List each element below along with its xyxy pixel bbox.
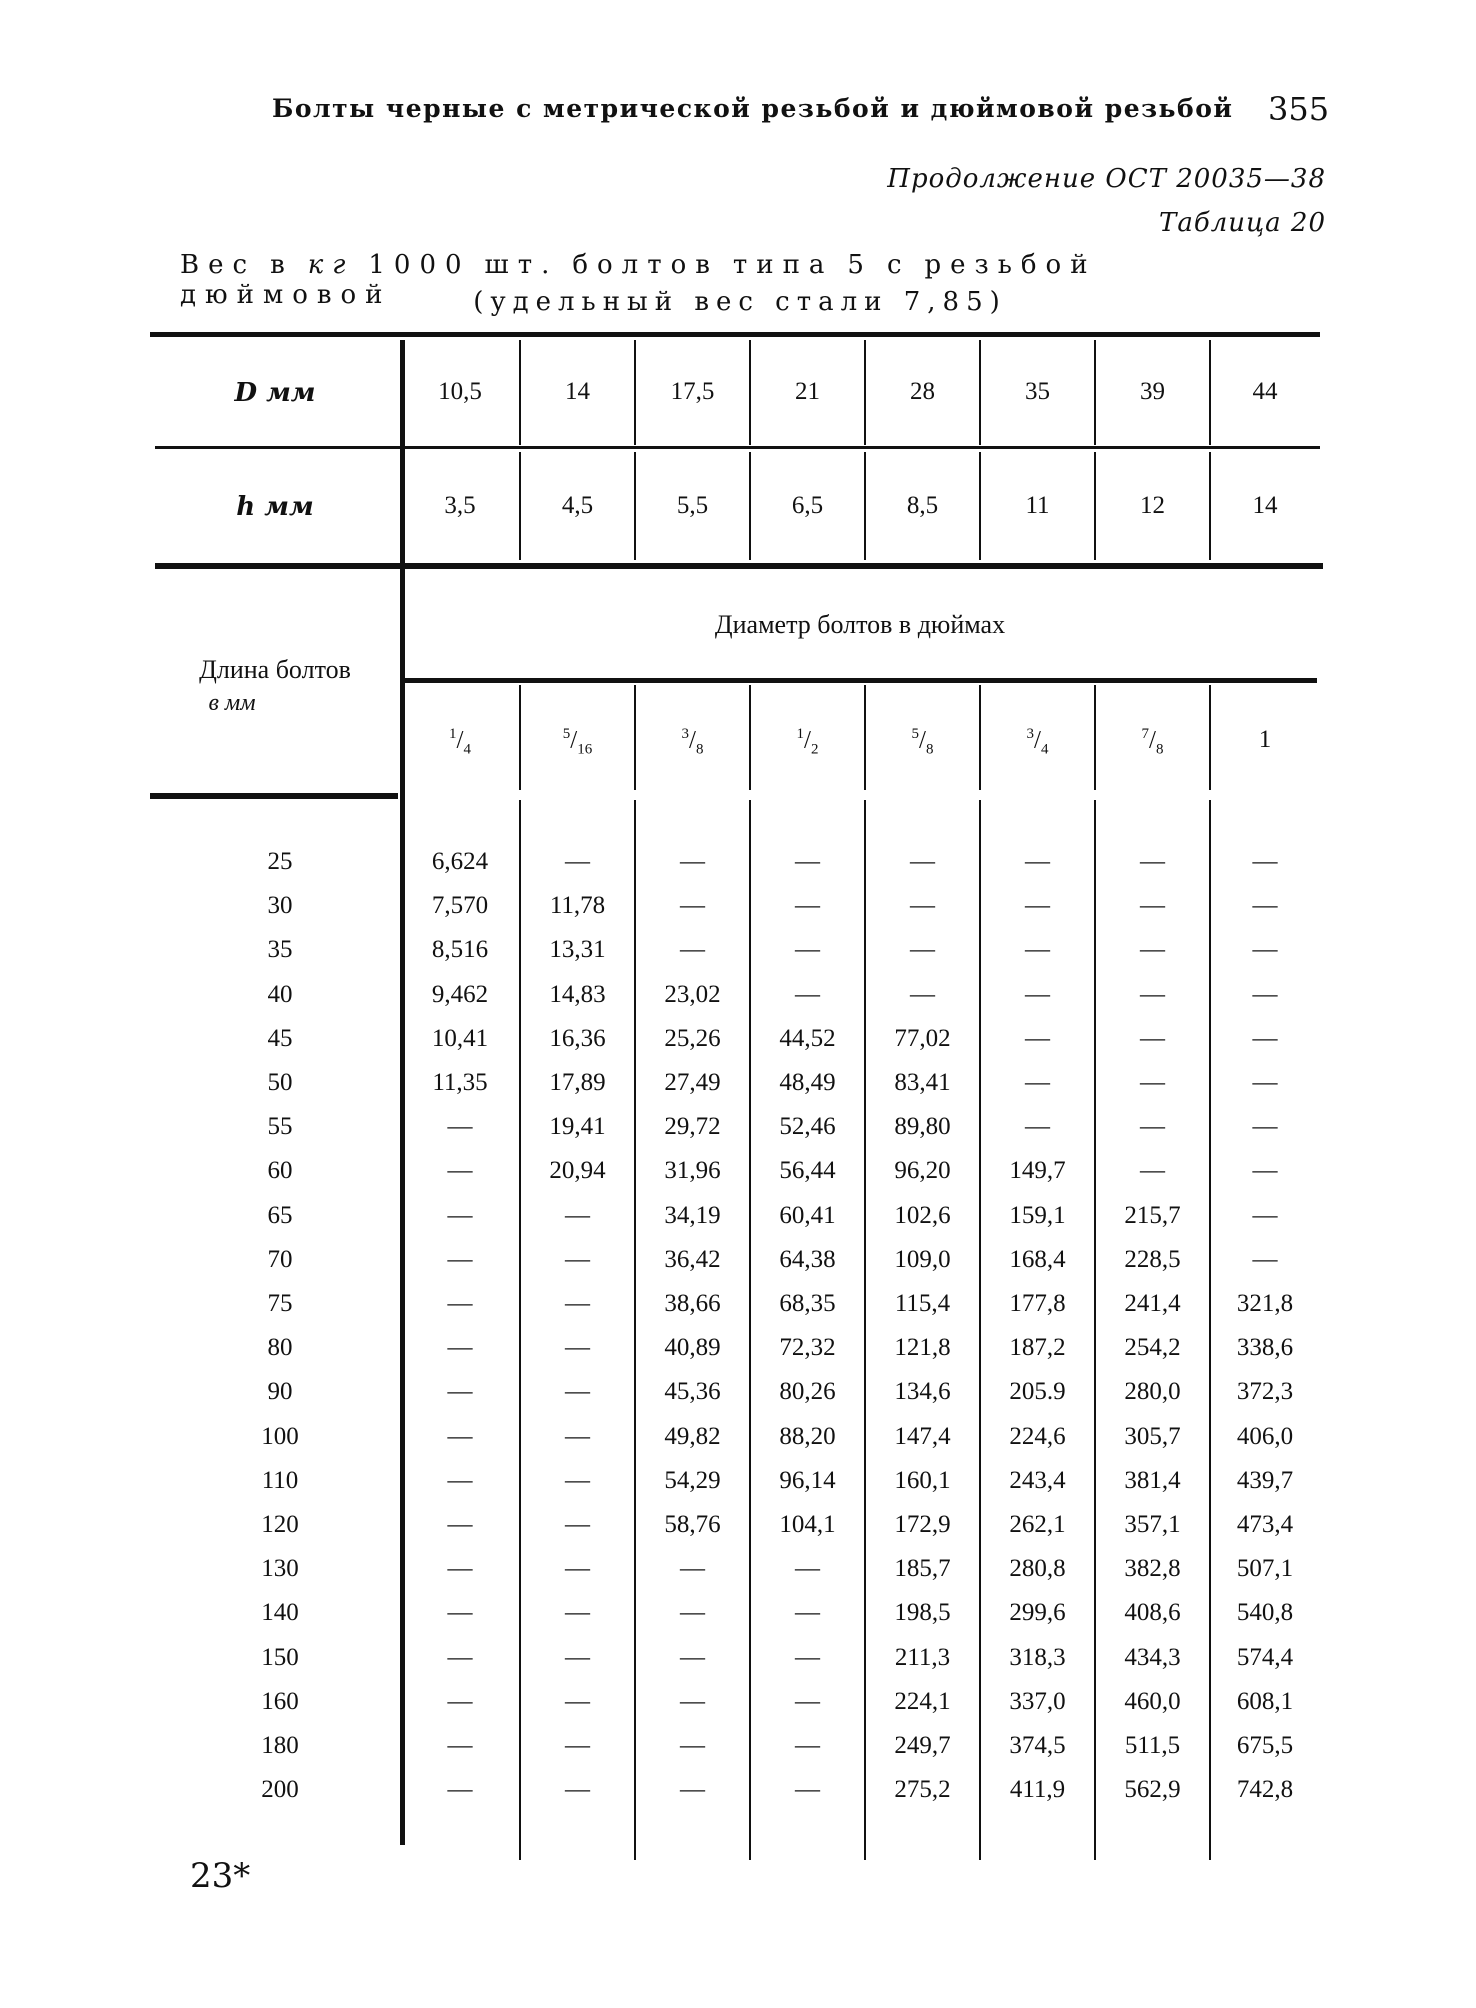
weight-value: 104,1 bbox=[779, 1511, 836, 1538]
column-rule bbox=[979, 685, 981, 790]
column-rule bbox=[634, 340, 636, 445]
column-rule bbox=[979, 340, 981, 445]
weight-value: — bbox=[447, 1334, 473, 1362]
column-rule bbox=[634, 452, 636, 560]
weight-value: 44,52 bbox=[779, 1024, 836, 1052]
weight-value: — bbox=[1252, 1201, 1278, 1229]
weight-value: 121,8 bbox=[894, 1334, 951, 1362]
weight-value: — bbox=[1252, 892, 1278, 920]
weight-value: 77,02 bbox=[894, 1024, 951, 1052]
length-value: 180 bbox=[261, 1732, 299, 1759]
weight-value: 318,3 bbox=[1009, 1643, 1066, 1671]
weight-value: 473,4 bbox=[1236, 1511, 1294, 1538]
weight-value: 338,6 bbox=[1236, 1334, 1294, 1362]
weight-value: — bbox=[1252, 1069, 1278, 1096]
column-rule bbox=[1209, 452, 1211, 560]
column-rule bbox=[519, 685, 521, 790]
weight-value: 96,20 bbox=[894, 1157, 951, 1185]
d-value: 28 bbox=[910, 378, 935, 405]
weight-value: — bbox=[1252, 1113, 1278, 1141]
weight-value: 102,6 bbox=[894, 1201, 951, 1229]
weight-value: — bbox=[1025, 892, 1050, 920]
weight-value: 337,0 bbox=[1009, 1687, 1066, 1715]
weight-value: 305,7 bbox=[1124, 1422, 1181, 1450]
weight-value: — bbox=[1140, 1024, 1165, 1052]
title-word: резьбой bbox=[924, 250, 1097, 280]
weight-value: 9,462 bbox=[431, 980, 489, 1008]
weight-value: — bbox=[680, 1555, 705, 1583]
diameter-fraction: $^1/_4$ bbox=[449, 726, 471, 758]
column-rule bbox=[1209, 685, 1211, 790]
weight-value: 198,5 bbox=[894, 1599, 951, 1627]
weight-value: — bbox=[1252, 936, 1278, 964]
weight-value: — bbox=[1252, 980, 1278, 1008]
column-rule bbox=[979, 800, 981, 1860]
weight-value: 406,0 bbox=[1236, 1422, 1294, 1450]
weight-value: — bbox=[680, 936, 705, 964]
weight-value: 374,5 bbox=[1009, 1732, 1066, 1759]
weight-value: — bbox=[447, 1245, 473, 1273]
top-rule bbox=[150, 332, 1320, 337]
weight-value: — bbox=[447, 1422, 473, 1450]
mid-rule-d-h bbox=[155, 446, 1320, 449]
rule-left-below-header bbox=[150, 793, 398, 799]
weight-value: — bbox=[1025, 1069, 1050, 1096]
length-value: 150 bbox=[261, 1643, 299, 1671]
rule-below-h bbox=[155, 563, 1323, 569]
title-word: дюймовой bbox=[180, 280, 392, 310]
weight-value: 211,3 bbox=[894, 1643, 951, 1671]
title-word: шт. bbox=[484, 250, 559, 280]
weight-value: — bbox=[565, 1466, 590, 1494]
h-value: 11 bbox=[1025, 492, 1050, 519]
title-word: 1000 bbox=[368, 250, 471, 280]
weight-value: 8,516 bbox=[431, 936, 489, 964]
weight-value: — bbox=[795, 936, 820, 964]
weight-value: — bbox=[1140, 1157, 1165, 1185]
weight-value: 109,0 bbox=[894, 1245, 951, 1273]
weight-value: 562,9 bbox=[1124, 1776, 1181, 1804]
h-value: 5,5 bbox=[676, 492, 709, 519]
weight-value: 64,38 bbox=[779, 1245, 836, 1273]
weight-value: — bbox=[1140, 980, 1165, 1008]
weight-value: 159,1 bbox=[1009, 1201, 1066, 1229]
weight-value: 243,4 bbox=[1009, 1466, 1066, 1494]
weight-value: — bbox=[565, 1643, 590, 1671]
weight-value: 460,0 bbox=[1124, 1687, 1181, 1715]
column-rule bbox=[1094, 452, 1096, 560]
weight-value: 742,8 bbox=[1236, 1776, 1294, 1804]
weight-value: — bbox=[680, 1776, 705, 1804]
weight-value: 224,6 bbox=[1009, 1422, 1066, 1450]
weight-value: 224,1 bbox=[894, 1687, 951, 1715]
weight-value: 58,76 bbox=[664, 1511, 721, 1538]
h-value: 14 bbox=[1252, 492, 1278, 519]
weight-value: 11,35 bbox=[432, 1069, 488, 1096]
length-value: 55 bbox=[267, 1113, 293, 1141]
weight-value: 228,5 bbox=[1124, 1245, 1181, 1273]
weight-value: 172,9 bbox=[894, 1511, 951, 1538]
weight-value: — bbox=[1140, 892, 1165, 920]
weight-value: 185,7 bbox=[894, 1555, 951, 1583]
weight-value: 88,20 bbox=[779, 1422, 836, 1450]
weight-value: 49,82 bbox=[664, 1422, 721, 1450]
length-value: 30 bbox=[267, 892, 293, 920]
weight-value: 408,6 bbox=[1124, 1599, 1181, 1627]
weight-value: — bbox=[447, 1466, 473, 1494]
weight-value: 675,5 bbox=[1236, 1732, 1294, 1759]
weight-value: 25,26 bbox=[664, 1024, 721, 1052]
length-value: 130 bbox=[261, 1555, 299, 1583]
weight-value: — bbox=[1025, 1113, 1050, 1141]
d-value: 44 bbox=[1252, 378, 1278, 405]
h-value: 8,5 bbox=[906, 492, 939, 519]
column-rule bbox=[864, 685, 866, 790]
weight-value: 45,36 bbox=[664, 1378, 721, 1406]
diameter-fraction: $^1/_2$ bbox=[796, 726, 819, 758]
footer-mark: 23* bbox=[190, 1856, 251, 1896]
weight-value: 36,42 bbox=[664, 1245, 721, 1273]
weight-value: 177,8 bbox=[1009, 1290, 1066, 1317]
length-label-unit: в мм bbox=[208, 690, 256, 716]
weight-value: 6,624 bbox=[431, 848, 489, 875]
weight-value: 54,29 bbox=[664, 1466, 721, 1494]
length-value: 65 bbox=[267, 1201, 293, 1229]
weight-value: 56,44 bbox=[779, 1157, 836, 1185]
length-value: 200 bbox=[261, 1776, 299, 1804]
weight-value: 83,41 bbox=[894, 1069, 951, 1096]
weight-value: 7,570 bbox=[431, 892, 489, 920]
diameter-label: Диаметр болтов в дюймах bbox=[714, 610, 1006, 639]
weight-value: 13,31 bbox=[549, 936, 606, 964]
column-rule bbox=[1094, 685, 1096, 790]
weight-value: — bbox=[680, 1599, 705, 1627]
d-value: 17,5 bbox=[670, 378, 715, 405]
weight-value: — bbox=[565, 848, 590, 875]
weight-value: 89,80 bbox=[894, 1113, 951, 1141]
column-rule bbox=[519, 452, 521, 560]
weight-value: — bbox=[565, 1422, 590, 1450]
column-rule bbox=[749, 800, 751, 1860]
weight-value: 439,7 bbox=[1236, 1466, 1294, 1494]
weight-value: 205.9 bbox=[1009, 1378, 1066, 1406]
weight-value: 280,0 bbox=[1124, 1378, 1181, 1406]
weight-value: — bbox=[910, 980, 935, 1008]
title-word: с bbox=[886, 250, 911, 280]
weight-value: 187,2 bbox=[1009, 1334, 1066, 1362]
weight-value: — bbox=[1025, 1024, 1050, 1052]
weight-value: 11,78 bbox=[549, 892, 606, 920]
weight-value: — bbox=[1025, 848, 1050, 875]
column-rule bbox=[1094, 800, 1096, 1860]
weight-value: 372,3 bbox=[1236, 1378, 1294, 1406]
weight-value: 80,26 bbox=[779, 1378, 836, 1406]
diameter-fraction: $^5/_8$ bbox=[911, 726, 934, 758]
d-value: 14 bbox=[565, 378, 590, 405]
weight-value: 40,89 bbox=[664, 1334, 721, 1362]
weight-value: — bbox=[565, 1732, 590, 1759]
weight-value: — bbox=[795, 980, 820, 1008]
column-rule bbox=[749, 685, 751, 790]
weight-value: 321,8 bbox=[1236, 1290, 1294, 1317]
weight-value: — bbox=[1025, 980, 1050, 1008]
weight-value: 254,2 bbox=[1124, 1334, 1181, 1362]
column-rule bbox=[519, 340, 521, 445]
weight-value: 382,8 bbox=[1124, 1555, 1181, 1583]
length-value: 25 bbox=[267, 848, 293, 875]
weight-value: — bbox=[1140, 1113, 1165, 1141]
title-word: типа bbox=[732, 250, 834, 280]
weight-value: — bbox=[447, 1776, 473, 1804]
length-value: 80 bbox=[267, 1334, 293, 1362]
weight-value: — bbox=[1252, 1245, 1278, 1273]
weight-value: — bbox=[795, 1776, 820, 1804]
weight-value: — bbox=[795, 848, 820, 875]
weight-value: — bbox=[910, 892, 935, 920]
weight-value: — bbox=[447, 1599, 473, 1627]
page-number: 355 bbox=[1268, 90, 1330, 128]
weight-value: — bbox=[910, 936, 935, 964]
column-rule bbox=[634, 685, 636, 790]
weight-value: 507,1 bbox=[1236, 1555, 1294, 1583]
title-word: 5 bbox=[847, 250, 873, 280]
weight-value: — bbox=[447, 1113, 473, 1141]
weight-value: 38,66 bbox=[664, 1290, 721, 1317]
weight-value: — bbox=[565, 1245, 590, 1273]
weight-value: 168,4 bbox=[1009, 1245, 1066, 1273]
diameter-fraction: 1 bbox=[1258, 726, 1272, 753]
title-word: кг bbox=[307, 250, 355, 280]
weight-value: 20,94 bbox=[549, 1157, 606, 1185]
weight-value: — bbox=[447, 1290, 473, 1317]
length-value: 45 bbox=[267, 1024, 293, 1052]
weight-value: 608,1 bbox=[1236, 1687, 1294, 1715]
h-label: h мм bbox=[236, 492, 314, 522]
weight-value: 411,9 bbox=[1009, 1776, 1066, 1804]
title-word: болтов bbox=[572, 250, 719, 280]
weight-value: — bbox=[1252, 1157, 1278, 1185]
weight-value: — bbox=[565, 1555, 590, 1583]
weight-value: 52,46 bbox=[779, 1113, 836, 1141]
weight-value: 48,49 bbox=[779, 1069, 836, 1096]
weight-value: — bbox=[447, 1378, 473, 1406]
diameter-fraction: $^3/_4$ bbox=[1026, 726, 1049, 758]
length-value: 75 bbox=[267, 1290, 293, 1317]
weight-value: — bbox=[795, 1555, 820, 1583]
weight-value: 16,36 bbox=[549, 1024, 606, 1052]
title-word: в bbox=[270, 250, 294, 280]
weight-value: 381,4 bbox=[1124, 1466, 1181, 1494]
title-word: Вес bbox=[180, 250, 257, 280]
weight-value: 31,96 bbox=[664, 1157, 721, 1185]
weight-value: — bbox=[565, 1290, 590, 1317]
column-rule bbox=[1209, 340, 1211, 445]
length-label: Длина болтов bbox=[199, 655, 351, 684]
table-subtitle: (удельный вес стали 7,85) bbox=[473, 287, 1007, 317]
length-value: 70 bbox=[267, 1245, 293, 1273]
length-value: 110 bbox=[261, 1466, 299, 1494]
length-value: 60 bbox=[267, 1157, 293, 1185]
weight-value: — bbox=[680, 1732, 705, 1759]
weight-value: 249,7 bbox=[894, 1732, 951, 1759]
diameter-fraction: $^3/_8$ bbox=[681, 726, 704, 758]
weight-value: — bbox=[680, 848, 705, 875]
weight-value: — bbox=[447, 1157, 473, 1185]
weight-value: 241,4 bbox=[1124, 1290, 1181, 1317]
weight-value: 540,8 bbox=[1236, 1599, 1294, 1627]
weight-value: — bbox=[447, 1687, 473, 1715]
d-value: 21 bbox=[795, 378, 820, 405]
running-head: Болты черные с метрической резьбой и дюймовой резьбой bbox=[272, 94, 1234, 123]
length-value: 120 bbox=[261, 1511, 299, 1538]
weight-value: 149,7 bbox=[1009, 1157, 1066, 1185]
weight-value: — bbox=[1252, 1024, 1278, 1052]
weight-value: 14,83 bbox=[549, 980, 606, 1008]
weight-value: 68,35 bbox=[779, 1290, 836, 1317]
h-value: 4,5 bbox=[561, 492, 594, 519]
weight-value: 434,3 bbox=[1124, 1643, 1181, 1671]
weight-value: — bbox=[795, 1732, 820, 1759]
column-rule bbox=[519, 800, 521, 1860]
weight-value: — bbox=[565, 1687, 590, 1715]
weight-value: 60,41 bbox=[779, 1201, 836, 1229]
weight-value: — bbox=[565, 1776, 590, 1804]
weight-value: 134,6 bbox=[894, 1378, 951, 1406]
weight-value: — bbox=[1025, 936, 1050, 964]
weight-value: 262,1 bbox=[1009, 1511, 1066, 1538]
weight-value: 29,72 bbox=[664, 1113, 721, 1141]
weight-value: 357,1 bbox=[1124, 1511, 1181, 1538]
d-value: 10,5 bbox=[438, 378, 482, 405]
weight-value: — bbox=[447, 1732, 473, 1759]
weight-value: 215,7 bbox=[1124, 1201, 1181, 1229]
weight-value: 147,4 bbox=[894, 1422, 951, 1450]
length-value: 140 bbox=[261, 1599, 299, 1627]
weight-value: — bbox=[565, 1599, 590, 1627]
weight-value: — bbox=[910, 848, 935, 875]
length-value: 35 bbox=[267, 936, 293, 964]
weight-value: 19,41 bbox=[549, 1113, 606, 1141]
weight-value: — bbox=[565, 1201, 590, 1229]
diameter-fraction: $^7/_8$ bbox=[1141, 726, 1164, 758]
weight-value: — bbox=[1140, 936, 1165, 964]
weight-value: — bbox=[565, 1378, 590, 1406]
weight-value: 27,49 bbox=[664, 1069, 721, 1096]
weight-value: 511,5 bbox=[1124, 1732, 1181, 1759]
weight-value: 574,4 bbox=[1236, 1643, 1294, 1671]
weight-value: — bbox=[447, 1643, 473, 1671]
weight-value: 23,02 bbox=[664, 980, 721, 1008]
weight-value: 10,41 bbox=[431, 1024, 489, 1052]
diameter-fraction: $^5/_{16}$ bbox=[562, 726, 593, 758]
weight-value: — bbox=[680, 1643, 705, 1671]
length-value: 90 bbox=[267, 1378, 293, 1406]
weight-value: 72,32 bbox=[779, 1334, 836, 1362]
weight-value: 275,2 bbox=[894, 1776, 951, 1804]
length-value: 40 bbox=[267, 980, 293, 1008]
weight-value: 34,19 bbox=[664, 1201, 721, 1229]
column-rule bbox=[864, 800, 866, 1860]
length-value: 100 bbox=[261, 1422, 299, 1450]
column-rule bbox=[749, 340, 751, 445]
column-rule bbox=[634, 800, 636, 1860]
length-value: 160 bbox=[261, 1687, 299, 1715]
weight-value: — bbox=[447, 1201, 473, 1229]
weight-value: 115,4 bbox=[894, 1290, 951, 1317]
d-value: 39 bbox=[1140, 378, 1165, 405]
weight-value: — bbox=[680, 1687, 705, 1715]
length-value: 50 bbox=[267, 1069, 293, 1096]
table-number: Таблица 20 bbox=[1158, 208, 1326, 238]
weight-value: 280,8 bbox=[1009, 1555, 1066, 1583]
weight-value: — bbox=[565, 1511, 590, 1538]
continuation-note: Продолжение ОСТ 20035—38 bbox=[887, 164, 1326, 194]
weight-value: — bbox=[1140, 1069, 1165, 1096]
weight-value: — bbox=[795, 1599, 820, 1627]
weight-value: 17,89 bbox=[549, 1069, 606, 1096]
weight-value: — bbox=[795, 892, 820, 920]
weight-value: — bbox=[795, 1687, 820, 1715]
h-value: 6,5 bbox=[791, 492, 824, 519]
weight-value: 160,1 bbox=[894, 1466, 951, 1494]
weight-value: 96,14 bbox=[779, 1466, 836, 1494]
column-rule bbox=[1094, 340, 1096, 445]
weight-value: 299,6 bbox=[1009, 1599, 1066, 1627]
column-rule bbox=[979, 452, 981, 560]
column-rule bbox=[864, 452, 866, 560]
rule-below-diameter-label bbox=[405, 678, 1317, 683]
d-label: D мм bbox=[234, 378, 316, 408]
weight-value: — bbox=[565, 1334, 590, 1362]
weight-value: — bbox=[680, 892, 705, 920]
column-rule bbox=[749, 452, 751, 560]
column-rule bbox=[864, 340, 866, 445]
weight-value: — bbox=[447, 1555, 473, 1583]
h-value: 12 bbox=[1140, 492, 1165, 519]
weight-value: — bbox=[1140, 848, 1165, 875]
weight-value: — bbox=[447, 1511, 473, 1538]
d-value: 35 bbox=[1025, 378, 1050, 405]
weight-value: — bbox=[795, 1643, 820, 1671]
h-value: 3,5 bbox=[444, 492, 476, 519]
weight-value: — bbox=[1252, 848, 1278, 875]
